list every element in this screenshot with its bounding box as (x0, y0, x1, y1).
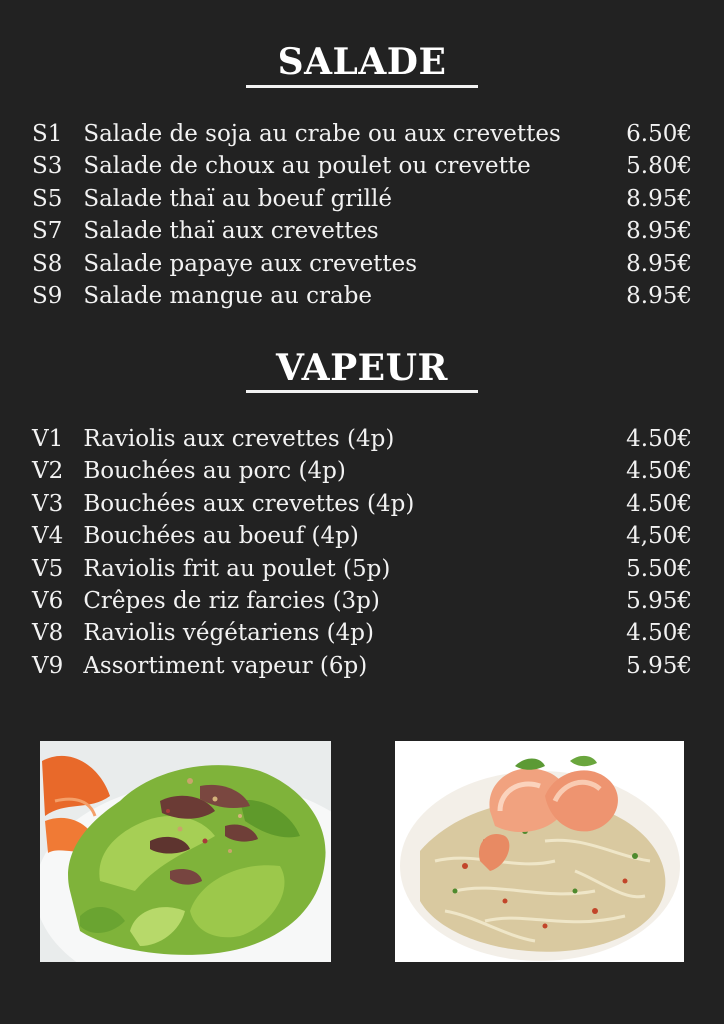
item-name: Salade thaï aux crevettes (83, 218, 379, 245)
item-name: Bouchées aux crevettes (4p) (83, 490, 415, 517)
item-name: Raviolis aux crevettes (4p) (83, 426, 395, 452)
item-name: Raviolis frit au poulet (5p) (83, 555, 391, 582)
item-price: 4.50€ (626, 490, 692, 517)
menu-item (32, 585, 692, 617)
item-code: S7 (32, 218, 63, 245)
item-code: V8 (32, 620, 64, 647)
menu-list-salade (32, 118, 692, 312)
item-code: S8 (32, 250, 63, 277)
item-code: V9 (32, 652, 64, 679)
menu-item (32, 215, 692, 247)
item-code: V1 (32, 426, 64, 452)
item-price: 4.50€ (626, 426, 692, 452)
item-name: Crêpes de riz farcies (3p) (83, 587, 380, 614)
menu-item (32, 520, 692, 552)
item-code: V5 (32, 555, 64, 582)
item-code: V6 (32, 587, 64, 614)
item-price: 8.95€ (626, 250, 692, 277)
item-price: 4.50€ (626, 620, 692, 647)
menu-item (32, 248, 692, 280)
item-name: Salade de choux au poulet ou crevette (83, 153, 531, 180)
item-name: Bouchées au porc (4p) (83, 458, 346, 485)
item-name: Raviolis végétariens (4p) (83, 620, 374, 647)
menu-item (32, 183, 692, 215)
item-code: S3 (32, 153, 63, 180)
menu-item (32, 553, 692, 585)
item-price: 8.95€ (626, 185, 692, 212)
item-code: S9 (32, 282, 63, 309)
item-name: Salade papaye aux crevettes (83, 250, 418, 277)
item-code: V3 (32, 490, 64, 517)
item-name: Bouchées au boeuf (4p) (83, 523, 359, 550)
item-name: Assortiment vapeur (6p) (83, 652, 368, 679)
menu-item (32, 280, 692, 312)
item-price: 5.80€ (626, 153, 692, 180)
item-price: 6.50€ (626, 121, 692, 147)
menu-item (32, 150, 692, 182)
item-price: 5.50€ (626, 555, 692, 582)
menu-item (32, 488, 692, 520)
item-name: Salade thaï au boeuf grillé (83, 185, 392, 212)
item-price: 5.95€ (626, 652, 692, 679)
papaya-shrimp-photo (395, 741, 684, 962)
item-name: Salade mangue au crabe (83, 282, 373, 309)
item-code: S1 (32, 121, 63, 147)
menu-list-vapeur (32, 423, 692, 682)
section-title-salade: SALADE (277, 41, 447, 83)
item-price: 8.95€ (626, 282, 692, 309)
section-title-vapeur: VAPEUR (276, 347, 448, 389)
item-price: 4.50€ (626, 458, 692, 485)
item-name: Salade de soja au crabe ou aux crevettes (83, 121, 561, 147)
menu-item (32, 455, 692, 487)
section-rule-vapeur (246, 390, 478, 393)
item-price: 4,50€ (626, 523, 692, 550)
menu-item (32, 650, 692, 682)
item-code: S5 (32, 185, 63, 212)
item-price: 5.95€ (626, 587, 692, 614)
item-code: V2 (32, 458, 64, 485)
salad-photo (40, 741, 331, 962)
item-code: V4 (32, 523, 64, 550)
salad-illustration (40, 741, 331, 962)
section-rule-salade (246, 85, 478, 88)
item-price: 8.95€ (626, 218, 692, 245)
menu-item (32, 617, 692, 649)
menu-item (32, 423, 692, 455)
menu-item (32, 118, 692, 150)
papaya-illustration (395, 741, 684, 962)
